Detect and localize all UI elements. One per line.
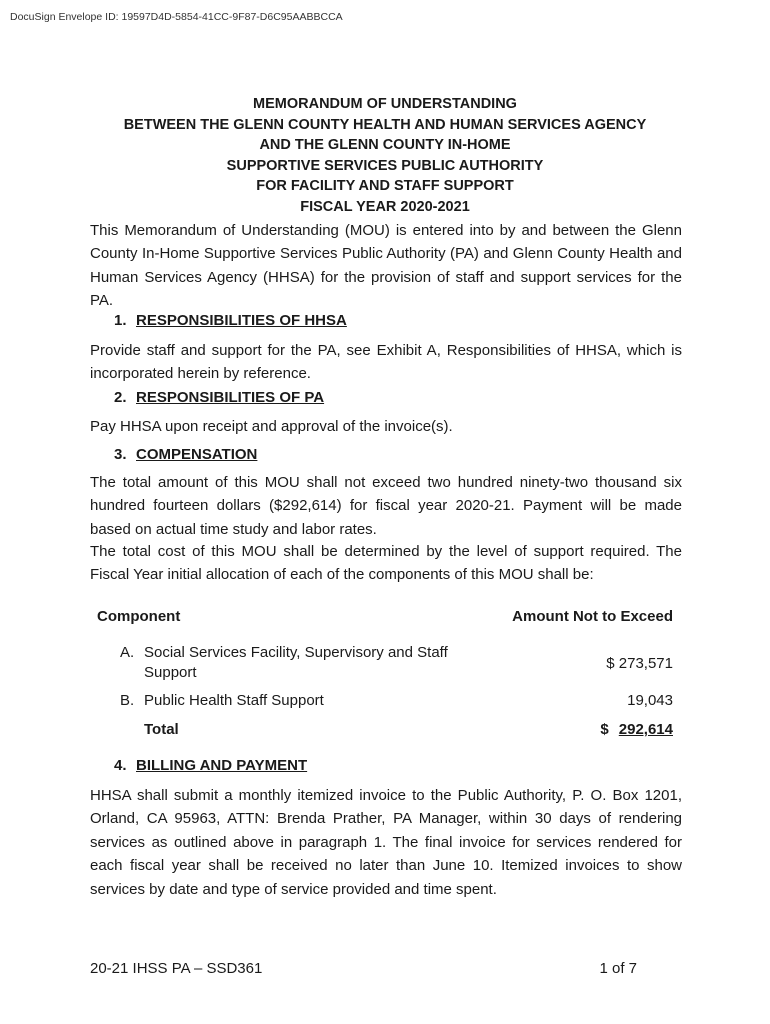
table-header-amount: Amount Not to Exceed [512,608,673,625]
title-line: AND THE GLENN COUNTY IN-HOME [259,137,511,154]
footer-document-code: 20-21 IHSS PA – SSD361 [90,960,263,977]
section-title: RESPONSIBILITIES OF PA [136,389,325,406]
section-body-1: Provide staff and support for the PA, see Exhibit A, Responsibilities of HHSA, which is incorporated herein by reference. [90,342,682,383]
table-row [120,691,460,711]
section-body-2: Pay HHSA upon receipt and approval of the invoice(s). [90,418,453,435]
row-letter: B. [120,692,135,709]
section-body-3: The total amount of this MOU shall not exceed two hundred ninety-two thousand six hundred fourteen dollars ($292,614) for fiscal year 2020-21. Payment will be made based on actual time study and labor rates. [90,474,682,538]
table-row [120,643,460,683]
section-heading-4 [114,757,307,774]
section-title: RESPONSIBILITIES OF HHSA [136,312,347,329]
section-number: 1. [114,312,127,329]
table-header-component: Component [97,608,181,625]
section-heading-3 [114,446,257,463]
title-line: BETWEEN THE GLENN COUNTY HEALTH AND HUMAN SERVICES AGENCY [123,116,647,133]
row-label: Public Health Staff Support [144,692,324,709]
footer-page-number: 1 of 7 [599,960,637,977]
section-title: COMPENSATION [136,446,258,463]
envelope-id: DocuSign Envelope ID: 19597D4D-5854-41CC-9F87-D6C95AABBCCA [10,11,343,23]
total-dollar: $ [600,721,609,738]
total-amount [600,721,673,738]
section-number: 4. [114,757,127,774]
total-value: 292,614 [618,721,673,738]
section-body-4: HHSA shall submit a monthly itemized invoice to the Public Authority, P. O. Box 1201, Orland, CA 95963, ATTN: Brenda Prather, PA Manager, within 30 days of rendering services as outlined above in paragraph 1. The final invoice for services rendered for each fiscal year shall be received no later than June 10. Itemized invoices to show services by date and type of service provided and time spent. [90,787,682,898]
section-number: 2. [114,389,127,406]
title-line: MEMORANDUM OF UNDERSTANDING [253,96,517,112]
section-number: 3. [114,446,127,463]
section-body-3b: The total cost of this MOU shall be determined by the level of support required. The Fiscal Year initial allocation of each of the components of this MOU shall be: [90,543,682,584]
title-line: SUPPORTIVE SERVICES PUBLIC AUTHORITY [226,157,544,174]
row-letter: A. [120,644,135,661]
section-heading-2 [114,389,324,406]
section-heading-1 [114,312,347,329]
row-label: Social Services Facility, Supervisory and Staff Support [144,644,448,681]
title-line: FISCAL YEAR 2020-2021 [300,198,470,215]
total-label: Total [144,721,179,738]
title-line: FOR FACILITY AND STAFF SUPPORT [256,178,514,195]
row-amount: 19,043 [627,692,673,709]
row-amount: $ 273,571 [606,655,673,672]
document-title [0,94,770,218]
section-title: BILLING AND PAYMENT [136,757,308,774]
intro-paragraph: This Memorandum of Understanding (MOU) is entered into by and between the Glenn County In-Home Supportive Services Public Authority (PA) and Glenn County Health and Human Services Agency (HHSA) for the provision of staff and support services for the PA. [90,222,682,310]
